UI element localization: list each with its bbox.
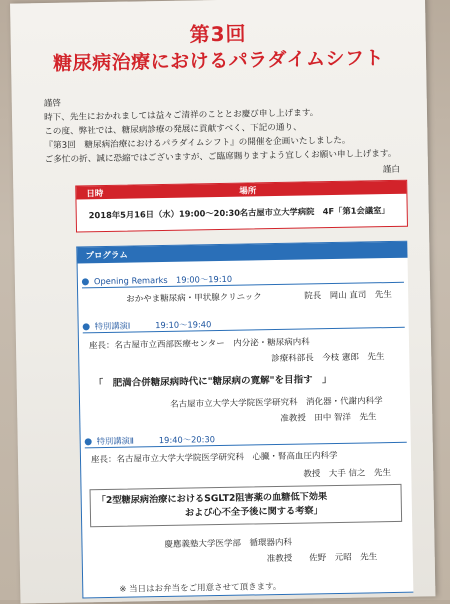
- letter-closing: 謹白: [382, 164, 401, 176]
- flyer-page: [10, 0, 435, 604]
- lecture1-section: [83, 315, 405, 334]
- lecture2-chair: 座長：名古屋市立大学大学院医学研究科 心臓・腎高血圧内科学: [90, 450, 338, 466]
- event-number: 第3回: [189, 21, 247, 47]
- lecture1-chair-name: 診療科部長 今枝 憲郎 先生: [271, 352, 385, 365]
- bullet-icon: [85, 438, 92, 445]
- letter-line: ご多忙の折、誠に恐縮ではございますが、ご臨席賜りますよう宜しくお願い申し上げます。: [44, 148, 397, 166]
- lecture2-talk-title: [90, 484, 403, 527]
- letter-line: 『第3回 糖尿病治療におけるパラダイムシフト』の開催を企画いたしました。: [44, 135, 351, 152]
- date-place-header: [76, 181, 406, 200]
- date-label: 日時: [86, 189, 104, 200]
- lecture1-speaker-affiliation: 名古屋市立大学大学院医学研究科 消化器・代謝内科学: [169, 396, 383, 410]
- lecture2-talk-line2: および心不全予後に関する考察」: [184, 505, 323, 519]
- lecture2-title: 特別講演Ⅱ 19:40～20:30: [96, 434, 216, 447]
- place-label: 場所: [239, 186, 257, 197]
- bullet-icon: [83, 323, 90, 330]
- date-place-box: [75, 180, 408, 233]
- lecture2-section: [85, 430, 407, 449]
- footnote: ※ 当日はお弁当をご用意させて頂きます。: [119, 581, 282, 595]
- opening-title: Opening Remarks 19:00～19:10: [93, 273, 233, 287]
- letter-line: 時下、先生におかれましては益々ご清祥のこととお慶び申し上げます。: [43, 108, 319, 124]
- lecture1-talk-title: 「 肥満合併糖尿病時代に"糖尿病の寛解"を目指す 」: [93, 374, 332, 390]
- opening-section: [82, 270, 404, 289]
- program-box: [76, 241, 413, 599]
- lecture2-talk-line1: 「2型糖尿病治療におけるSGLT2阻害薬の血糖低下効果: [96, 491, 328, 507]
- place-value: 名古屋市立大学病院 4F「第1会議室」: [239, 205, 390, 218]
- letter-line: この度、弊社では、糖尿病診療の発展に貢献すべく、下記の通り、: [44, 122, 302, 138]
- letter-line: 謹啓: [43, 98, 62, 110]
- lecture2-chair-name: 教授 大手 信之 先生: [303, 468, 392, 480]
- event-title: 糖尿病治療におけるパラダイムシフト: [52, 47, 385, 75]
- opening-speaker: おかやま糖尿病・甲状腺クリニック 院長 岡山 直司 先生: [126, 290, 392, 305]
- invitation-letter: [44, 91, 405, 167]
- date-value: 2018年5月16日（水）19:00～20:30: [88, 207, 241, 221]
- lecture2-speaker-name: 准教授 佐野 元昭 先生: [266, 552, 378, 565]
- lecture2-speaker-affiliation: 慶應義塾大学医学部 循環器内科: [164, 537, 293, 551]
- bullet-icon: [82, 278, 89, 285]
- lecture1-speaker-name: 准教授 田中 智洋 先生: [280, 412, 377, 424]
- lecture1-title: 特別講演Ⅰ 19:10～19:40: [94, 319, 212, 332]
- program-header: プログラム: [77, 242, 407, 264]
- lecture1-chair: 座長：名古屋市立西部医療センター 内分泌・糖尿病内科: [88, 337, 310, 352]
